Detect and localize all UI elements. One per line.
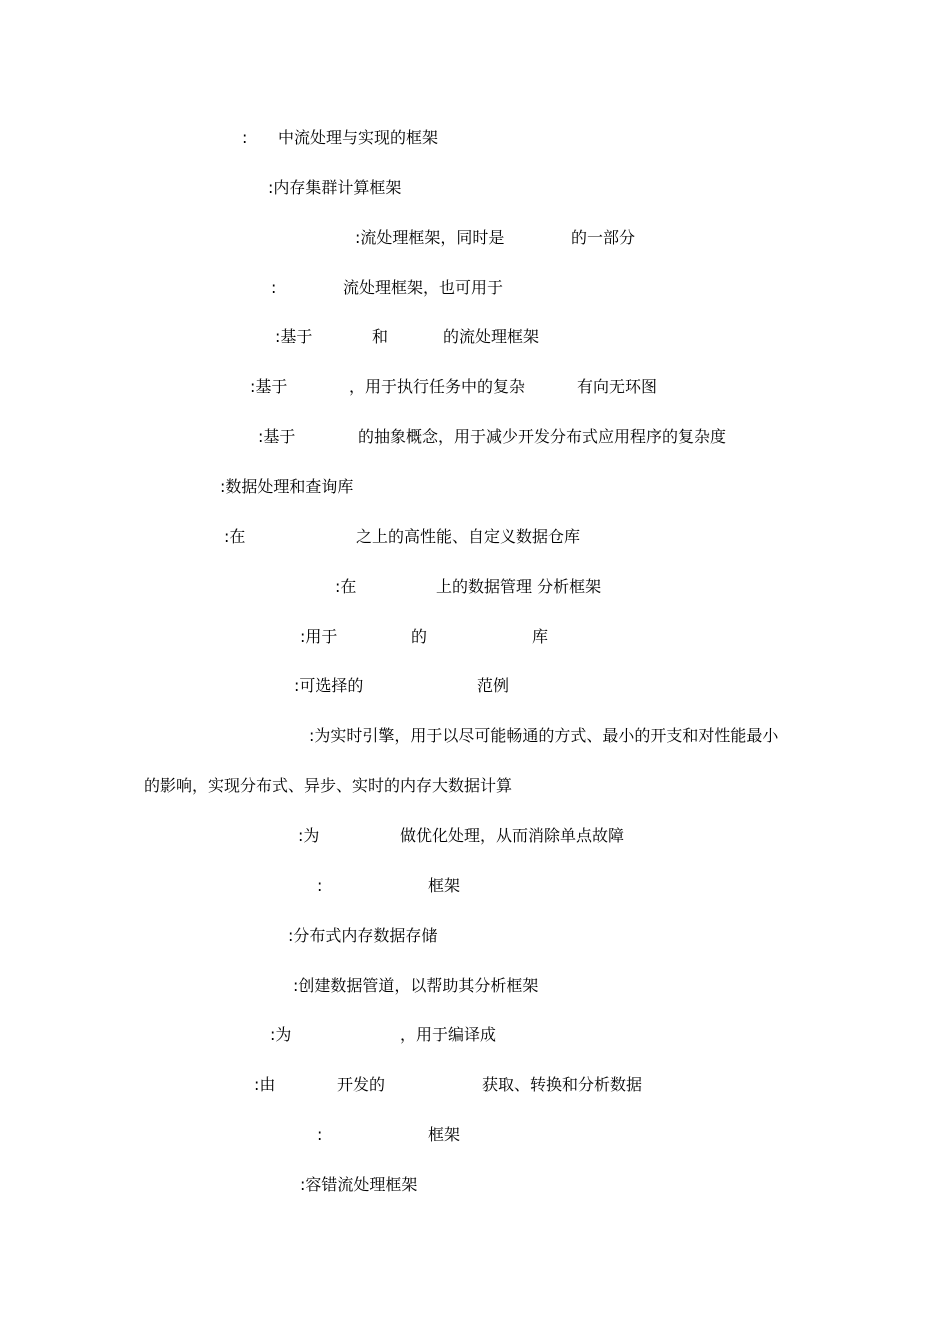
text-line bbox=[0, 1074, 950, 1096]
text-segment: :用于 bbox=[300, 627, 338, 646]
text-line bbox=[0, 975, 950, 997]
text-segment: :由 bbox=[254, 1075, 276, 1094]
text-segment: 的 bbox=[411, 627, 428, 646]
text-segment: ，用于执行任务中的复杂 bbox=[349, 377, 526, 396]
text-line bbox=[0, 925, 950, 947]
text-line bbox=[0, 227, 950, 249]
text-segment: 流处理框架，也可用于 bbox=[343, 278, 504, 297]
text-segment: :基于 bbox=[275, 327, 313, 346]
text-segment: :可选择的 bbox=[294, 676, 364, 695]
text-segment: 的流处理框架 bbox=[443, 327, 540, 346]
text-line bbox=[0, 426, 950, 448]
text-segment: 和 bbox=[372, 327, 389, 346]
text-segment: :基于 bbox=[258, 427, 296, 446]
text-segment: :在 bbox=[335, 577, 357, 596]
text-line bbox=[0, 875, 950, 897]
text-segment: 范例 bbox=[477, 676, 510, 695]
text-segment: :流处理框架，同时是 bbox=[355, 228, 505, 247]
text-segment: 的一部分 bbox=[571, 228, 636, 247]
text-segment: :基于 bbox=[250, 377, 288, 396]
text-line bbox=[0, 526, 950, 548]
text-segment: ，用于编译成 bbox=[400, 1025, 497, 1044]
text-segment: :数据处理和查询库 bbox=[220, 477, 354, 496]
text-line bbox=[0, 725, 950, 747]
text-segment: :为 bbox=[270, 1025, 292, 1044]
text-segment: :为实时引擎，用于以尽可能畅通的方式、最小的开支和对性能最小 bbox=[309, 726, 779, 745]
text-segment: :为 bbox=[298, 826, 320, 845]
text-line bbox=[0, 277, 950, 299]
text-line bbox=[0, 177, 950, 199]
text-segment: :创建数据管道，以帮助其分析框架 bbox=[293, 976, 539, 995]
text-segment: 库 bbox=[532, 627, 549, 646]
text-line bbox=[0, 476, 950, 498]
text-segment: : bbox=[317, 1125, 323, 1144]
text-segment: 上的数据管理 分析框架 bbox=[436, 577, 602, 596]
text-segment: 的影响，实现分布式、异步、实时的内存大数据计算 bbox=[144, 776, 513, 795]
text-line bbox=[0, 1024, 950, 1046]
text-line bbox=[0, 626, 950, 648]
text-segment: 框架 bbox=[428, 1125, 461, 1144]
text-segment: : bbox=[271, 278, 277, 297]
text-line bbox=[0, 825, 950, 847]
text-segment: :内存集群计算框架 bbox=[268, 178, 402, 197]
text-segment: 框架 bbox=[428, 876, 461, 895]
text-line bbox=[0, 326, 950, 348]
text-line bbox=[0, 1124, 950, 1146]
text-line bbox=[0, 775, 950, 797]
text-segment: 之上的高性能、自定义数据仓库 bbox=[356, 527, 581, 546]
text-line bbox=[0, 376, 950, 398]
text-segment: 做优化处理，从而消除单点故障 bbox=[400, 826, 625, 845]
text-segment: :分布式内存数据存储 bbox=[288, 926, 438, 945]
text-segment: : bbox=[242, 128, 248, 147]
text-line bbox=[0, 127, 950, 149]
text-segment: 的抽象概念，用于减少开发分布式应用程序的复杂度 bbox=[358, 427, 727, 446]
text-segment: :在 bbox=[224, 527, 246, 546]
text-line bbox=[0, 1174, 950, 1196]
text-segment: 开发的 bbox=[337, 1075, 386, 1094]
text-segment: : bbox=[317, 876, 323, 895]
text-line bbox=[0, 576, 950, 598]
text-segment: 有向无环图 bbox=[577, 377, 658, 396]
text-segment: :容错流处理框架 bbox=[300, 1175, 418, 1194]
text-line bbox=[0, 675, 950, 697]
text-segment: 中流处理与实现的框架 bbox=[278, 128, 439, 147]
text-segment: 获取、转换和分析数据 bbox=[482, 1075, 643, 1094]
